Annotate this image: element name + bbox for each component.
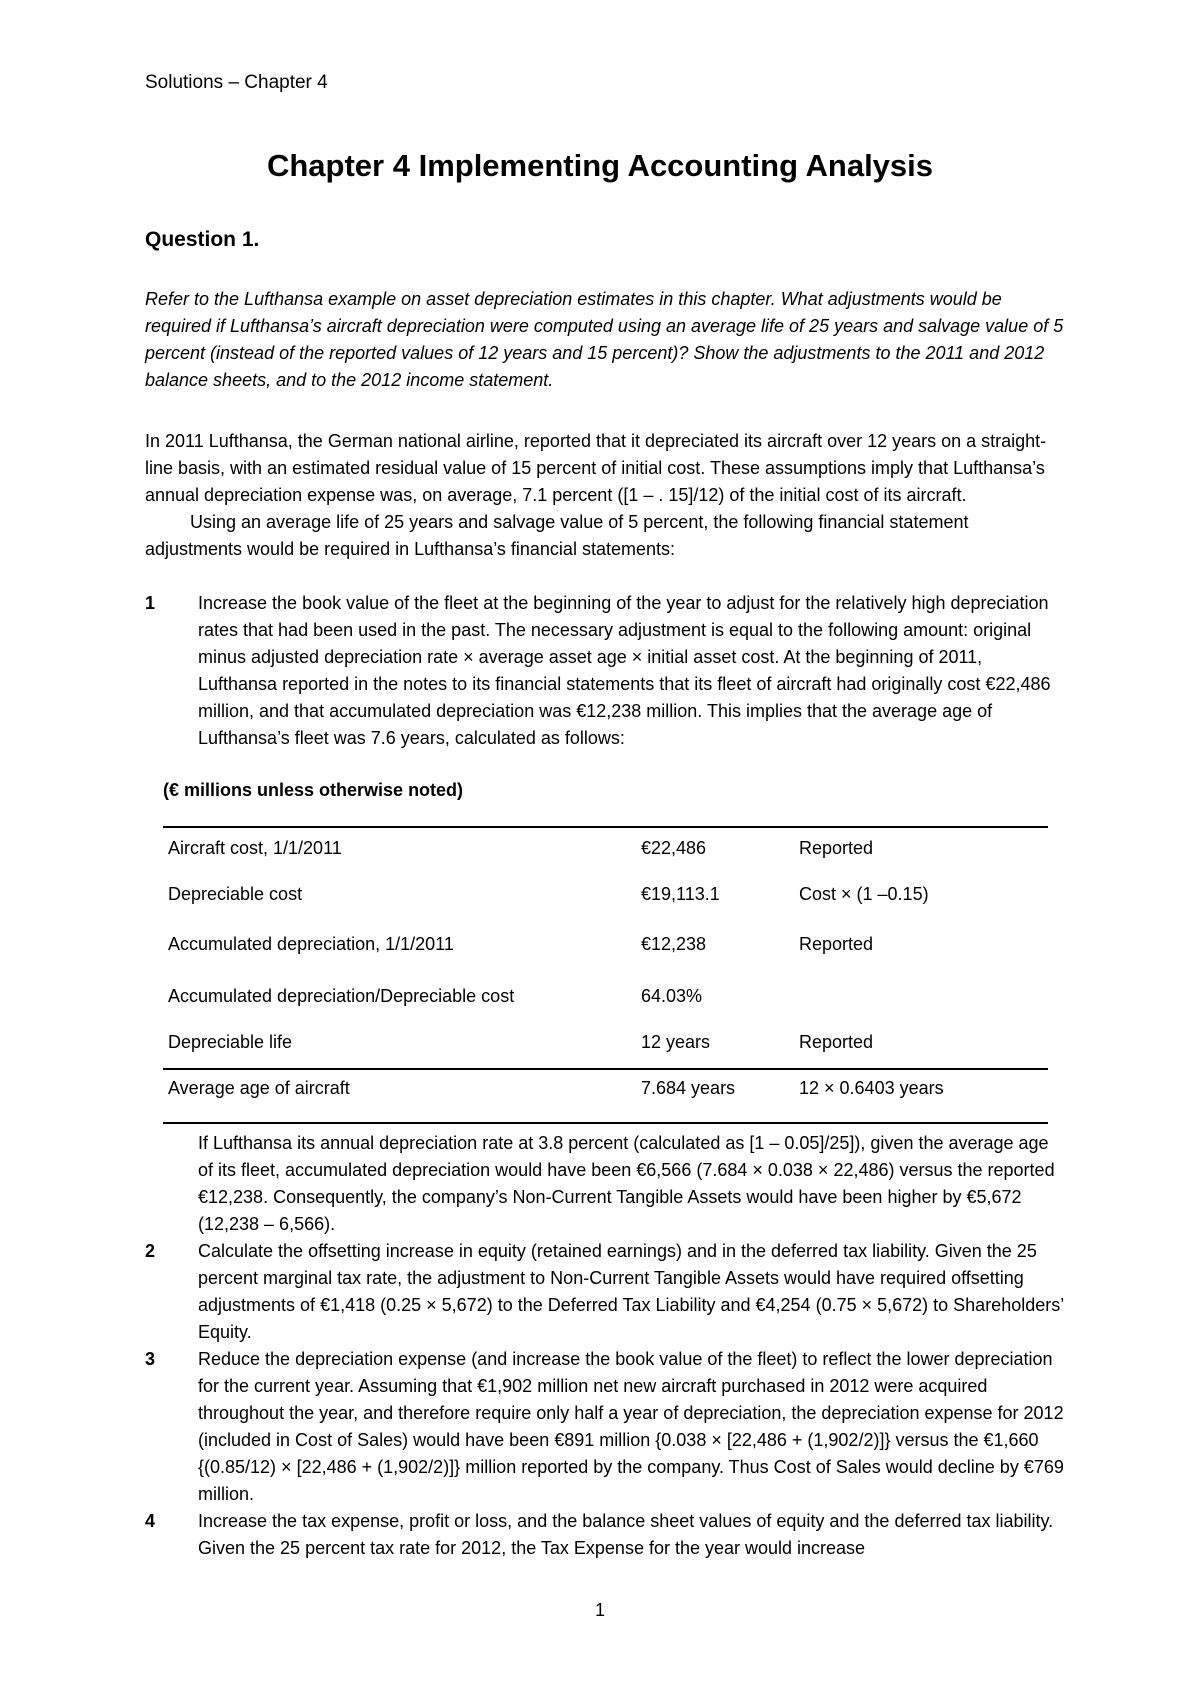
row-label: Accumulated depreciation/Depreciable cost — [168, 986, 515, 1006]
question-heading: Question 1. — [145, 228, 260, 251]
row-note: Reported — [799, 838, 874, 858]
row-value: €22,486 — [641, 838, 707, 858]
intro-paragraph-2: Using an average life of 25 years and salvage value of 5 percent, the following financial statement adjustments would be required in Lufthansa’s financial statements: — [145, 512, 969, 559]
running-header: Solutions – Chapter 4 — [145, 72, 328, 93]
intro-paragraph — [145, 428, 1065, 563]
row-value: 7.684 years — [641, 1078, 736, 1098]
table-top-rule — [163, 826, 1048, 828]
list-number: 2 — [145, 1241, 156, 1261]
row-note: Reported — [799, 934, 874, 954]
list-item-2 — [145, 1238, 1065, 1346]
page-number: 1 — [594, 1600, 605, 1620]
list-text: Calculate the offsetting increase in equity (retained earnings) and in the deferred tax liability. Given the 25 percent marginal tax rate, the adjustment to Non-Current Tangible Assets would have required offsetting adjustments of €1,418 (0.25 × 5,672) to the Deferred Tax Liability and €4,254 (0.75 × 5,672) to Shareholders’ Equity. — [198, 1241, 1064, 1342]
row-value: 64.03% — [641, 986, 703, 1006]
row-note: 12 × 0.6403 years — [799, 1078, 944, 1098]
list-text: Reduce the depreciation expense (and increase the book value of the fleet) to reflect the lower depreciation for the current year. Assuming that €1,902 million net new aircraft purchased in 2012 were acquired throughout the year, and therefore require only half a year of depreciation, the depreciation expense for 2012 (included in Cost of Sales) would have been €891 million {0.038 × [22,486 + (1,902/2)]} versus the €1,660 {(0.85/12) × [22,486 + (1,902/2)]} million reported by the company. Thus Cost of Sales would decline by €769 million. — [198, 1349, 1064, 1504]
table-mid-rule — [163, 1068, 1048, 1070]
row-label: Aircraft cost, 1/1/2011 — [168, 838, 342, 858]
list-item-4 — [145, 1508, 1065, 1562]
row-value: 12 years — [641, 1032, 711, 1052]
row-label: Depreciable cost — [168, 884, 303, 904]
intro-paragraph-1: In 2011 Lufthansa, the German national airline, reported that it depreciated its aircraft over 12 years on a straight-line basis, with an estimated residual value of 15 percent of initial cost. These assumptions imply that Lufthansa’s annual depreciation expense was, on average, 7.1 percent ([1 – . 15]/12) of the initial cost of its aircraft. — [145, 431, 1047, 505]
list-number: 3 — [145, 1349, 156, 1369]
list-item-3 — [145, 1346, 1065, 1508]
list-text: Increase the book value of the fleet at the beginning of the year to adjust for the relatively high depreciation rates that had been used in the past. The necessary adjustment is equal to the following amount: original minus adjusted depreciation rate × average asset age × initial asset cost. At the beginning of 2011, Lufthansa reported in the notes to its financial statements that its fleet of aircraft had originally cost €22,486 million, and that accumulated depreciation was €12,238 million. This implies that the average age of Lufthansa’s fleet was 7.6 years, calculated as follows: — [198, 593, 1051, 748]
list-number: 1 — [145, 593, 156, 613]
list-item-1 — [145, 590, 1065, 752]
row-label: Accumulated depreciation, 1/1/2011 — [168, 934, 454, 954]
row-note: Reported — [799, 1032, 874, 1052]
list-text: Increase the tax expense, profit or loss, and the balance sheet values of equity and the deferred tax liability. Given the 25 percent tax rate for 2012, the Tax Expense for the year would increase — [198, 1511, 1054, 1558]
after-table-paragraph — [145, 1130, 1065, 1238]
row-value: €19,113.1 — [641, 884, 720, 904]
row-label: Depreciable life — [168, 1032, 293, 1052]
question-text: Refer to the Lufthansa example on asset depreciation estimates in this chapter. What adjustments would be required if Lufthansa’s aircraft depreciation were computed using an average life of 25 years and salvage value of 5 percent (instead of the reported values of 12 years and 15 percent)? Show the adjustments to the 2011 and 2012 balance sheets, and to the 2012 income statement. — [145, 289, 1064, 390]
page-title: Chapter 4 Implementing Accounting Analysis — [266, 148, 934, 183]
after-table-text: If Lufthansa its annual depreciation rate at 3.8 percent (calculated as [1 – 0.05]/25]), given the average age of its fleet, accumulated depreciation would have been €6,566 (7.684 × 0.038 × 22,486) versus the reported €12,238. Consequently, the company’s Non-Current Tangible Assets would have been higher by €5,672 (12,238 – 6,566). — [198, 1133, 1055, 1234]
row-label: Average age of aircraft — [168, 1078, 350, 1098]
row-note: Cost × (1 –0.15) — [799, 884, 929, 904]
table-bottom-rule — [163, 1122, 1048, 1124]
row-value: €12,238 — [641, 934, 707, 954]
table-units-note: (€ millions unless otherwise noted) — [163, 780, 464, 800]
list-number: 4 — [145, 1511, 156, 1531]
